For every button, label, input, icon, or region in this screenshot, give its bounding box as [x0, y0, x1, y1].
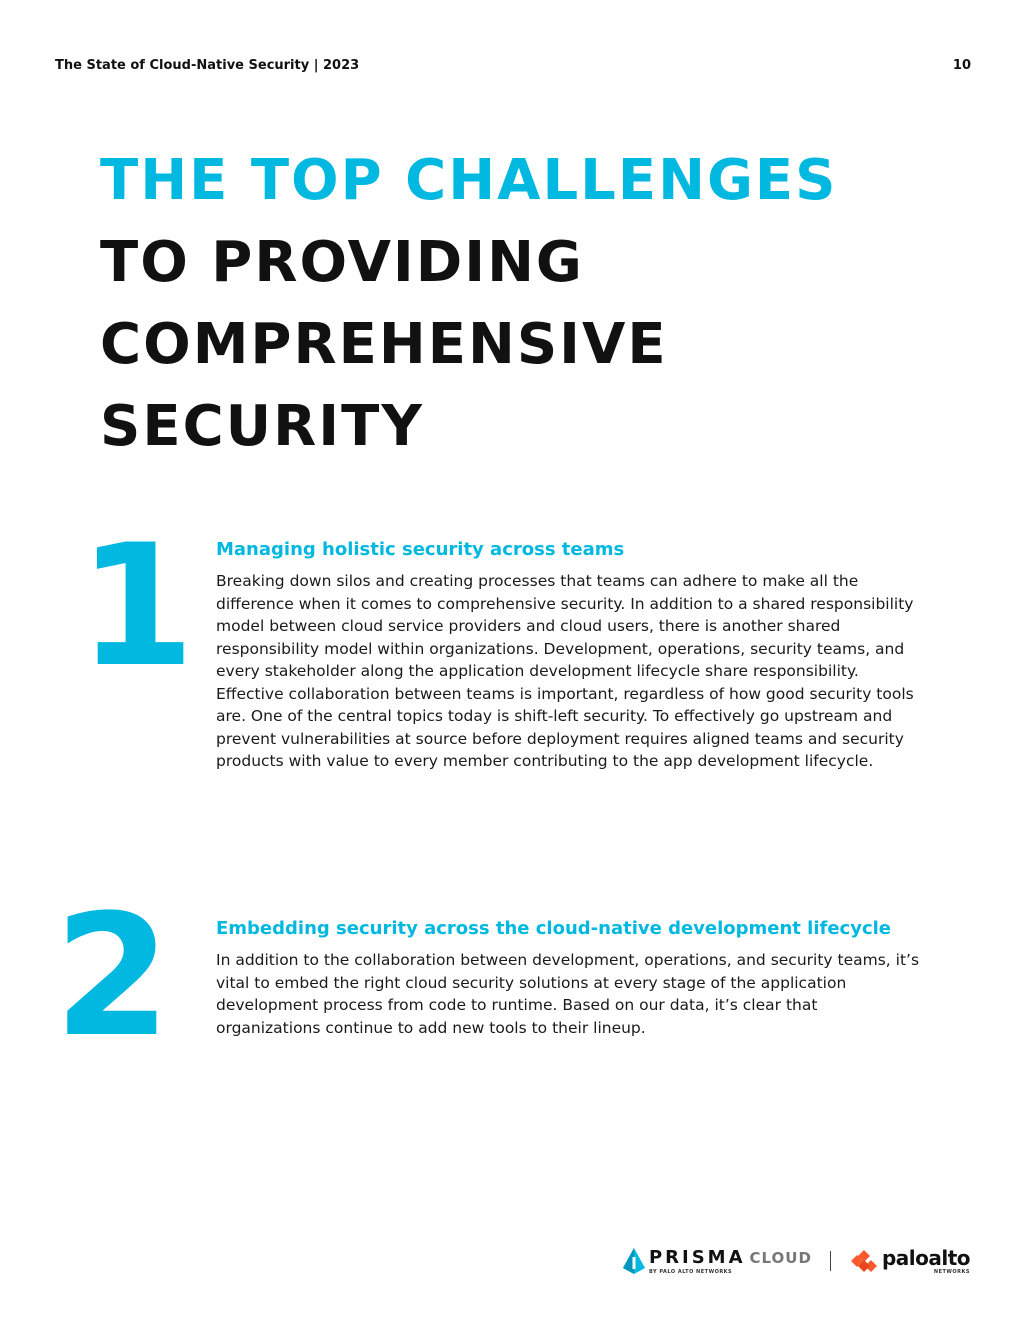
prisma-icon: [623, 1248, 645, 1274]
challenge-number-2: 2: [54, 878, 165, 1074]
challenge-heading-1: Managing holistic security across teams: [216, 539, 625, 560]
report-title: The State of Cloud-Native Security | 2023: [55, 58, 360, 73]
prisma-tagline: BY PALO ALTO NETWORKS: [648, 1269, 733, 1275]
prisma-wordmark: PRISMA: [648, 1247, 746, 1268]
page-title-line-3: COMPREHENSIVE: [100, 312, 668, 377]
prisma-cloud-logo: [623, 1247, 812, 1275]
footer-divider: [830, 1251, 831, 1271]
challenge-body-1: Breaking down silos and creating processes that teams can adhere to make all the difference when it comes to comprehensive security. In addition to a shared responsibility model between cloud service providers and cloud users, there is another shared responsibility model within organizations. Development, operations, security teams, and every stakeholder along the application development lifecycle share responsibility. Effective collaboration between teams is important, regardless of how good security tools are. One of the central topics today is shift-left security. To effectively go upstream and prevent vulnerabilities at source before deployment requires aligned teams and security products with value to every member contributing to the app development lifecycle.: [216, 572, 914, 770]
challenge-item-2: [216, 915, 926, 1039]
challenge-item-1: [216, 536, 926, 773]
challenge-heading-2: Embedding security across the cloud-native development lifecycle: [216, 918, 892, 939]
page-title-line-1: THE TOP CHALLENGES: [100, 148, 838, 213]
page-number: 10: [952, 58, 971, 73]
palo-alto-wordmark: paloalto: [881, 1246, 970, 1270]
page-title: [100, 140, 838, 468]
palo-alto-icon: [849, 1250, 879, 1272]
palo-alto-tagline: NETWORKS: [933, 1269, 970, 1275]
challenge-body-2: In addition to the collaboration between development, operations, and security teams, it’s vital to embed the right cloud security solutions at every stage of the application development process from code to runtime. Based on our data, it’s clear that organizations continue to add new tools to their lineup.: [216, 951, 920, 1037]
challenge-number-1: 1: [78, 508, 189, 704]
page-title-line-4: SECURITY: [100, 394, 424, 459]
cloud-wordmark: CLOUD: [749, 1249, 812, 1267]
footer-logos: [623, 1244, 970, 1278]
page-title-line-2: TO PROVIDING: [100, 230, 584, 295]
palo-alto-logo: [849, 1247, 970, 1275]
